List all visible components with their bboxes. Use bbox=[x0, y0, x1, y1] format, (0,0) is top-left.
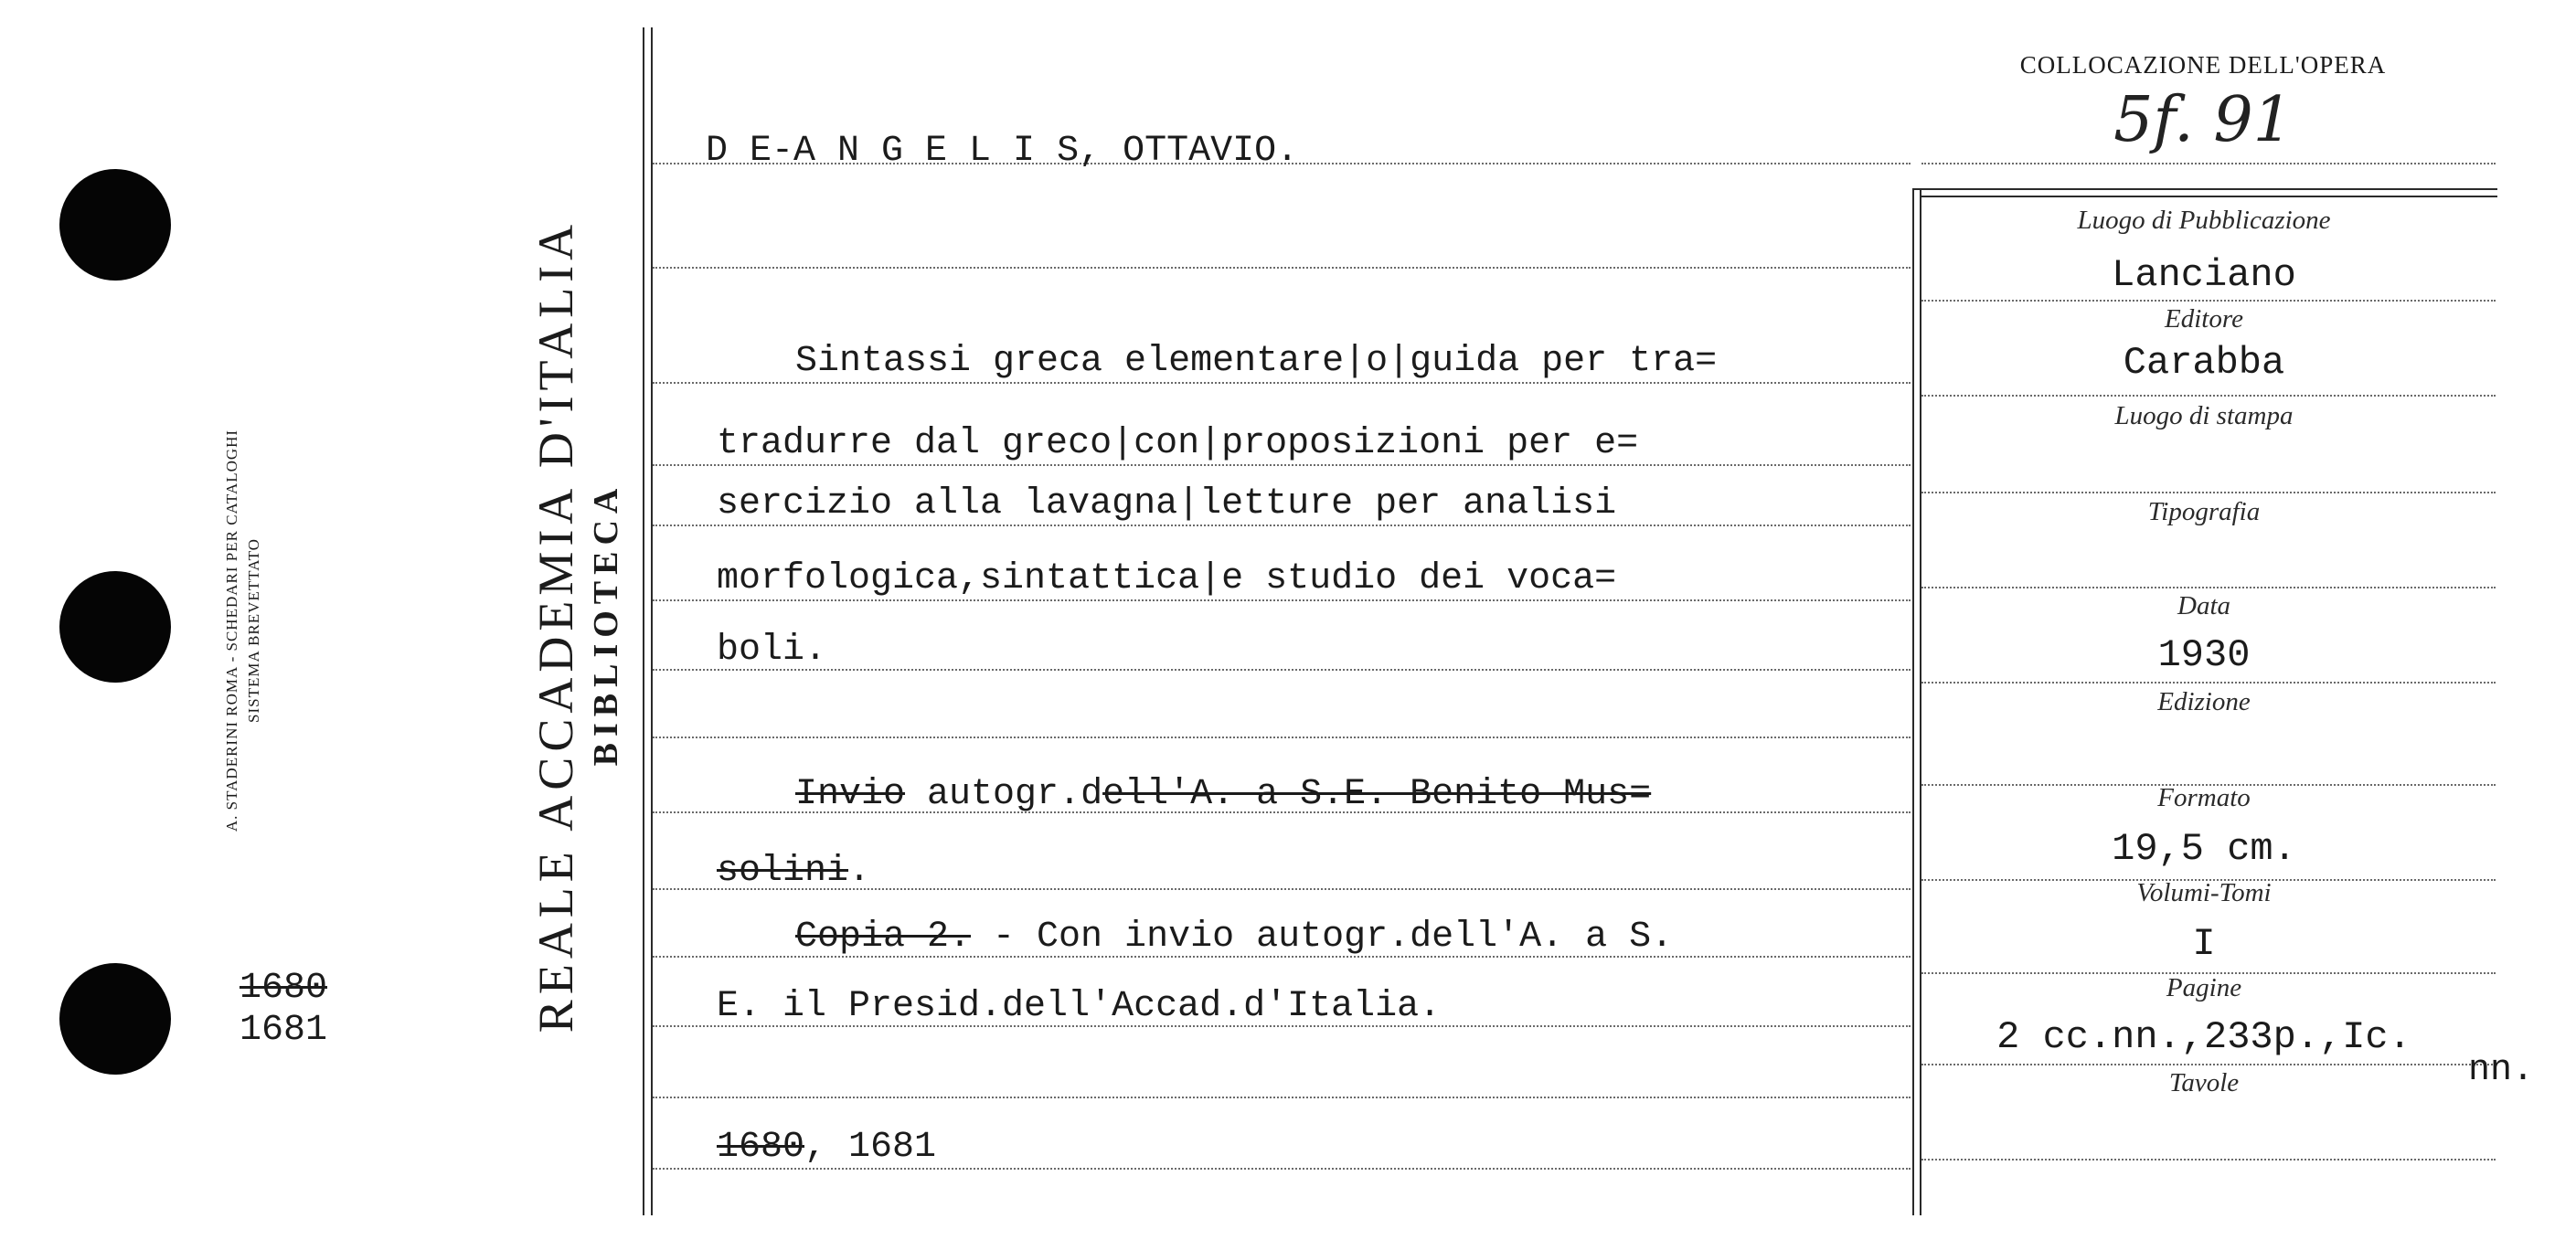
title-line: morfologica,sintattica|e studio dei voca= bbox=[717, 558, 1617, 599]
field-label-luogo-stampa: Luogo di stampa bbox=[2114, 401, 2294, 430]
rule-line bbox=[653, 1168, 1911, 1170]
left-border-line-1 bbox=[643, 27, 644, 1215]
rule-line bbox=[653, 267, 1911, 269]
field-label-pagine: Pagine bbox=[2166, 973, 2242, 1002]
field-label-editore: Editore bbox=[2165, 304, 2243, 334]
inventory-new: 1681 bbox=[848, 1127, 937, 1168]
note-copy-line2: E. il Presid.dell'Accad.d'Italia. bbox=[717, 986, 1442, 1027]
institution-name: REALE ACCADEMIA D'ITALIA bbox=[528, 218, 583, 1033]
rule-line bbox=[1921, 492, 2496, 493]
field-value-editore: Carabba bbox=[2123, 341, 2285, 385]
field-label-tipografia: Tipografia bbox=[2147, 497, 2261, 526]
field-value-volumi: I bbox=[2192, 922, 2216, 966]
box-top-border bbox=[1912, 188, 2497, 190]
field-label-tavole: Tavole bbox=[2168, 1068, 2240, 1097]
field-label-formato: Formato bbox=[2157, 783, 2251, 812]
punch-hole-middle bbox=[59, 571, 171, 683]
field-value-formato: 19,5 cm. bbox=[2112, 827, 2296, 871]
collocation-value: 5f. 91 bbox=[2113, 84, 2293, 156]
inventory-separator: , bbox=[804, 1127, 827, 1168]
struck-text: solini bbox=[717, 851, 849, 892]
inventory-old: 1680 bbox=[717, 1127, 805, 1168]
left-number-current: 1681 bbox=[240, 1010, 328, 1051]
field-value-pagine-continued: nn. bbox=[2468, 1050, 2535, 1091]
rule-line bbox=[1921, 1064, 2496, 1065]
rule-line bbox=[1921, 300, 2496, 302]
field-label-volumi: Volumi-Tomi bbox=[2136, 878, 2272, 907]
title-line: Sintassi greca elementare|o|guida per tra= bbox=[795, 341, 1718, 382]
field-value-data: 1930 bbox=[2157, 633, 2251, 677]
field-label-edizione: Edizione bbox=[2157, 687, 2251, 716]
rule-line bbox=[653, 382, 1911, 384]
field-label-luogo-pubblicazione: Luogo di Pubblicazione bbox=[2077, 206, 2331, 235]
note-text: . bbox=[848, 851, 871, 892]
rule-line bbox=[653, 464, 1911, 466]
punch-hole-bottom bbox=[59, 963, 171, 1075]
rule-line bbox=[1921, 682, 2496, 684]
box-border-line-1 bbox=[1912, 190, 1914, 1215]
struck-text: Invio bbox=[795, 774, 906, 815]
collocation-label: COLLOCAZIONE DELL'OPERA bbox=[2019, 51, 2387, 79]
rule-line bbox=[653, 525, 1911, 526]
rule-line bbox=[1921, 1159, 2496, 1161]
rule-line bbox=[653, 737, 1911, 738]
rule-line bbox=[653, 669, 1911, 671]
rule-line bbox=[1921, 163, 2496, 164]
struck-text: Copia 2. bbox=[795, 917, 972, 958]
title-line: sercizio alla lavagna|letture per analisi bbox=[717, 483, 1617, 525]
inventory-numbers bbox=[717, 1128, 936, 1168]
rule-line bbox=[653, 1097, 1911, 1098]
punch-hole-top bbox=[59, 169, 171, 281]
note-dedication-line1 bbox=[795, 775, 1651, 815]
box-top-border-inner bbox=[1920, 196, 2497, 197]
left-number-old: 1680 bbox=[240, 968, 328, 1009]
printer-imprint-line2: SISTEMA BREVETTATO bbox=[245, 538, 262, 723]
printer-imprint-line1: A. STADERINI ROMA - SCHEDARI PER CATALOGHI bbox=[223, 429, 240, 832]
note-copy-line1 bbox=[795, 917, 1673, 958]
title-line: boli. bbox=[717, 630, 827, 671]
author-heading: D E-A N G E L I S, OTTAVIO. bbox=[706, 131, 1299, 172]
institution-unit: BIBLIOTECA bbox=[587, 482, 625, 767]
note-dedication-line2 bbox=[717, 852, 870, 892]
left-border-line-2 bbox=[651, 27, 653, 1215]
rule-line bbox=[653, 599, 1911, 601]
rule-line bbox=[1921, 395, 2496, 397]
struck-text: ell'A. a S.E. Benito Mus= bbox=[1102, 774, 1652, 815]
field-label-data: Data bbox=[2177, 591, 2230, 620]
title-line: tradurre dal greco|con|proposizioni per e= bbox=[717, 423, 1639, 464]
field-value-pagine: 2 cc.nn.,233p.,Ic. bbox=[1996, 1015, 2411, 1059]
field-value-luogo-pubblicazione: Lanciano bbox=[2112, 253, 2296, 297]
rule-line bbox=[1921, 587, 2496, 588]
note-text: - Con invio autogr.dell'A. a S. bbox=[971, 917, 1674, 958]
printer-imprint bbox=[221, 283, 294, 978]
note-text: autogr.d bbox=[905, 774, 1103, 815]
